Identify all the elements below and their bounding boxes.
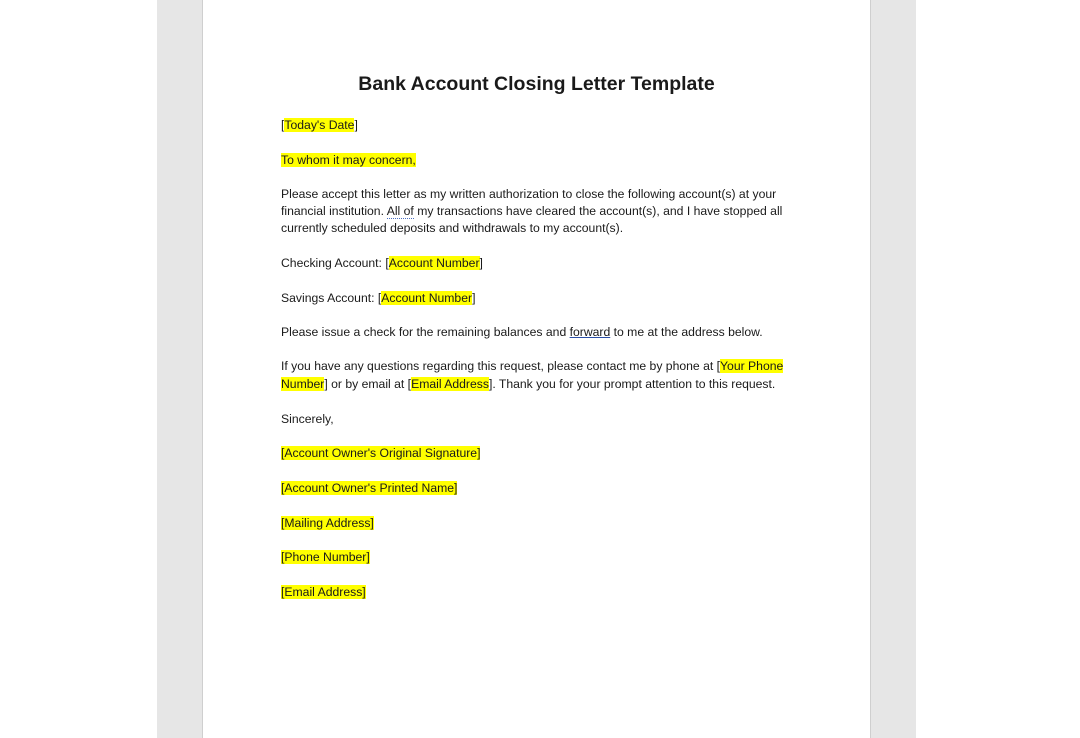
phone-placeholder-part2: Number [281,377,325,391]
signature-placeholder: [Account Owner's Original Signature] [281,446,481,460]
paragraph2-text-b: to me at the address below. [610,325,763,339]
salutation: To whom it may concern, [281,153,416,167]
paragraph2 [281,324,763,341]
mailing-address-line [281,515,374,532]
paragraph3-text-c: ]. Thank you for your prompt attention to this request. [488,377,776,391]
signature-line [281,445,480,462]
document-page[interactable] [202,0,871,738]
paragraph3-text-b: ] or by email at [ [324,377,412,391]
printed-name-placeholder: [Account Owner's Printed Name] [281,481,458,495]
grammar-flag[interactable]: All of [386,204,414,218]
salutation-line [281,152,416,169]
savings-label: Savings Account: [281,291,378,305]
paragraph3-text-a: If you have any questions regarding this request, please contact me by phone at [ [281,359,721,373]
paragraph1-text-b: my transactions have cleared the account(s), and I have stopped all [413,204,783,218]
paragraph1-text-a: financial institution. [281,204,387,218]
flagged-word[interactable]: forward [569,325,611,339]
email-address-placeholder: [Email Address] [281,585,366,599]
phone-number-placeholder: [Phone Number] [281,550,370,564]
savings-account-placeholder: Account Number [381,291,473,305]
mailing-address-placeholder: [Mailing Address] [281,516,374,530]
paragraph1-line2 [281,203,782,220]
date-placeholder: Today's Date [284,118,355,132]
paragraph3-line2 [281,376,775,393]
checking-label: Checking Account: [281,256,386,270]
date-line: [Today's Date] [281,118,358,132]
phone-number-line [281,549,370,566]
paragraph1-line1: Please accept this letter as my written authorization to close the following account(s) at your [281,187,777,201]
savings-account-line: Savings Account: [Account Number] [281,291,476,305]
closing: Sincerely, [281,412,334,426]
paragraph1-line3: currently scheduled deposits and withdrawals to my account(s). [281,221,624,235]
checking-account-placeholder: Account Number [388,256,480,270]
paragraph2-text-a: Please issue a check for the remaining balances and [281,325,570,339]
paragraph3-line1 [281,358,783,375]
printed-name-line [281,480,457,497]
checking-account-line: Checking Account: [Account Number] [281,256,483,270]
document-title: Bank Account Closing Letter Template [358,73,715,95]
email-address-line [281,584,366,601]
phone-placeholder-part1: Your Phone [720,359,784,373]
email-placeholder: Email Address [411,377,489,391]
